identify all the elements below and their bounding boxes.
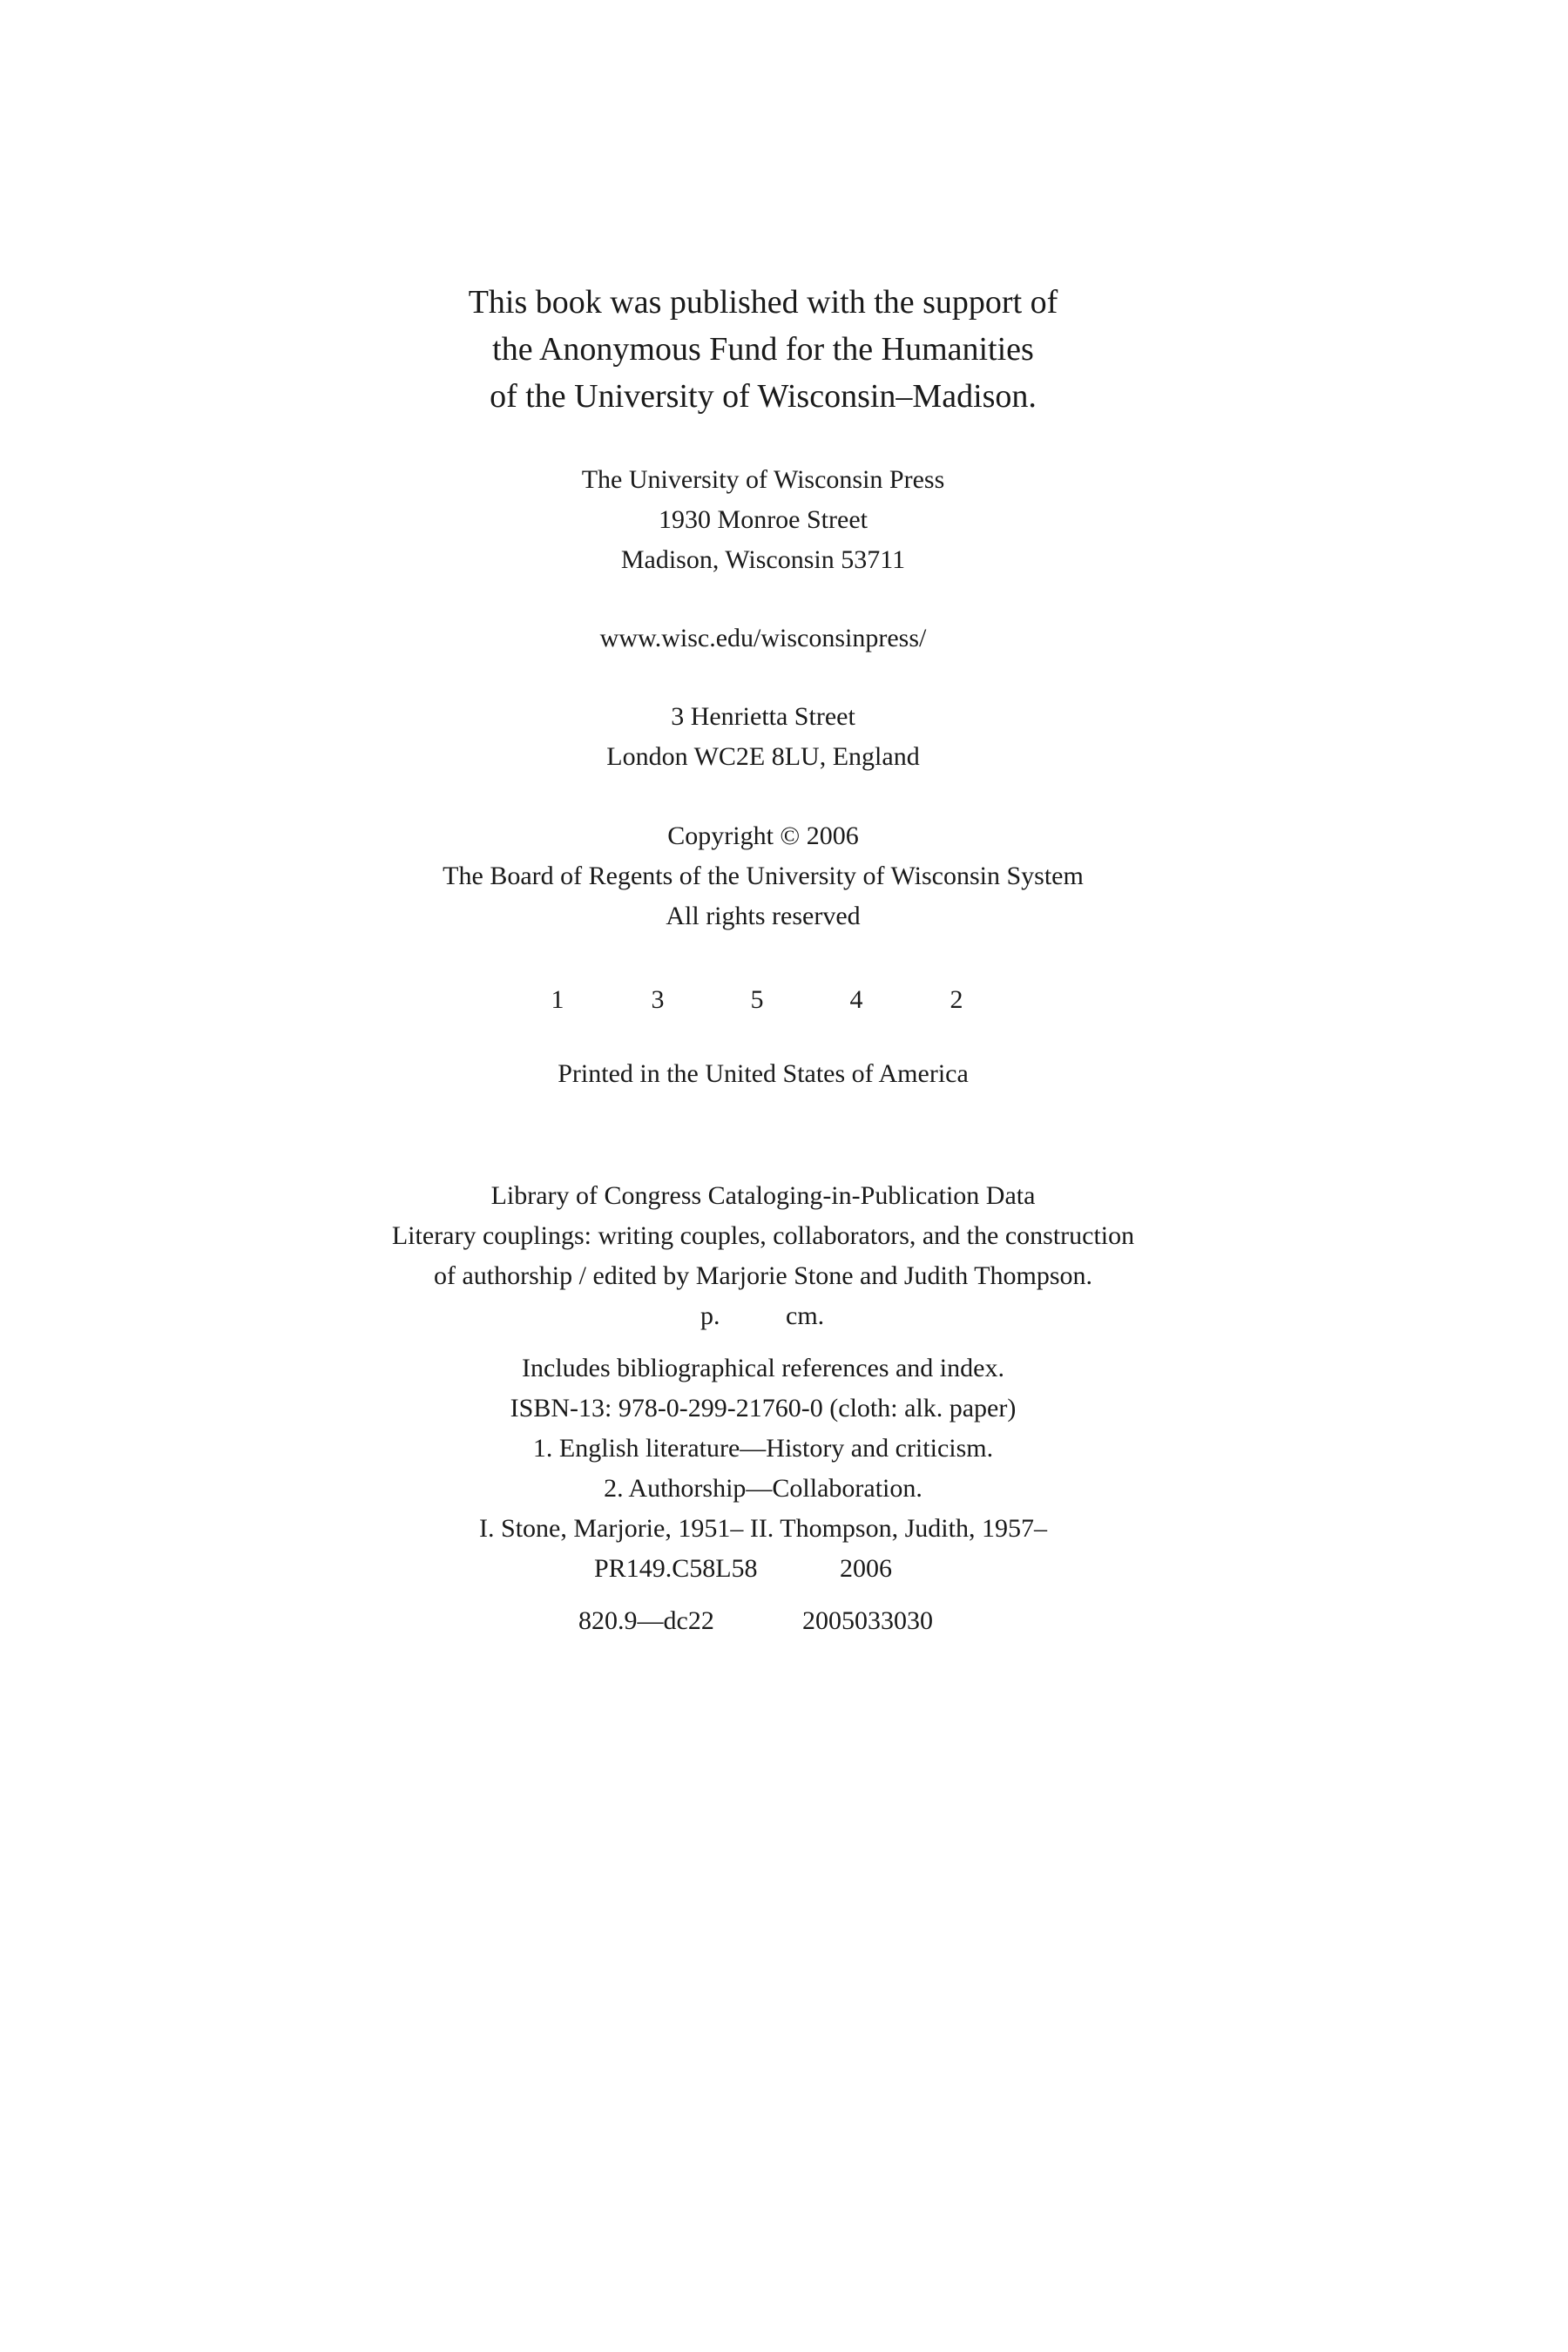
cip-subject-2: 2. Authorship—Collaboration. [604, 1474, 923, 1503]
london-address [0, 697, 1526, 777]
website-text: www.wisc.edu/wisconsinpress/ [599, 624, 927, 652]
cip-isbn: ISBN-13: 978-0-299-21760-0 (cloth: alk. paper) [510, 1394, 1017, 1423]
london-street: 3 Henrietta Street [671, 702, 855, 731]
printing-number: 2 [950, 985, 963, 1014]
london-city: London WC2E 8LU, England [606, 742, 920, 771]
copyright-rights: All rights reserved [666, 902, 861, 930]
printed-in-text: Printed in the United States of America [558, 1059, 969, 1088]
copyright-holder: The Board of Regents of the University of Wisconsin System [443, 862, 1084, 890]
cip-lc-pair [571, 1549, 955, 1589]
publisher-name: The University of Wisconsin Press [581, 465, 945, 494]
cip-dewey: 820.9—dc22 [578, 1606, 714, 1635]
cip-includes: Includes bibliographical references and index. [522, 1354, 1004, 1382]
cip-p: p. [700, 1301, 720, 1330]
cip-dewey-row [0, 1601, 1526, 1653]
cip-lc-class: PR149.C58L58 [594, 1554, 758, 1583]
printing-number: 1 [551, 985, 564, 1014]
cip-lc-row [0, 1549, 1526, 1601]
cip-pcm [676, 1296, 850, 1336]
publisher-city: Madison, Wisconsin 53711 [620, 545, 906, 574]
support-note-line-1: This book was published with the support of [468, 284, 1058, 321]
printed-in [0, 1054, 1526, 1094]
printing-number: 5 [750, 985, 764, 1014]
publisher-website [0, 618, 1526, 659]
cip-pagination [0, 1296, 1526, 1348]
cip-header: Library of Congress Cataloging-in-Publication Data [490, 1181, 1036, 1210]
cip-cm: cm. [786, 1301, 825, 1330]
printing-number: 3 [651, 985, 665, 1014]
publisher-street: 1930 Monroe Street [659, 505, 868, 534]
publisher-address [0, 460, 1526, 580]
support-note-line-3: of the University of Wisconsin–Madison. [490, 378, 1037, 415]
cip-subject-1: 1. English literature—History and criticism. [532, 1434, 994, 1463]
cip-editors: I. Stone, Marjorie, 1951– II. Thompson, Judith, 1957– [479, 1514, 1047, 1543]
cip-dewey-pair [571, 1601, 955, 1641]
cip-title-line-1: Literary couplings: writing couples, collaborators, and the construction [391, 1221, 1135, 1250]
copyright-line: Copyright © 2006 [667, 821, 859, 850]
support-note [0, 279, 1526, 420]
printing-numbers [0, 980, 1568, 1020]
cip-title-line-2: of authorship / edited by Marjorie Stone and Judith Thompson. [433, 1261, 1093, 1290]
support-note-line-2: the Anonymous Fund for the Humanities [492, 331, 1034, 368]
cip-data [0, 1176, 1526, 1653]
printing-number: 4 [849, 985, 863, 1014]
cip-lc-year: 2006 [840, 1554, 892, 1583]
cip-lccn: 2005033030 [802, 1606, 933, 1635]
copyright-notice [0, 816, 1526, 936]
